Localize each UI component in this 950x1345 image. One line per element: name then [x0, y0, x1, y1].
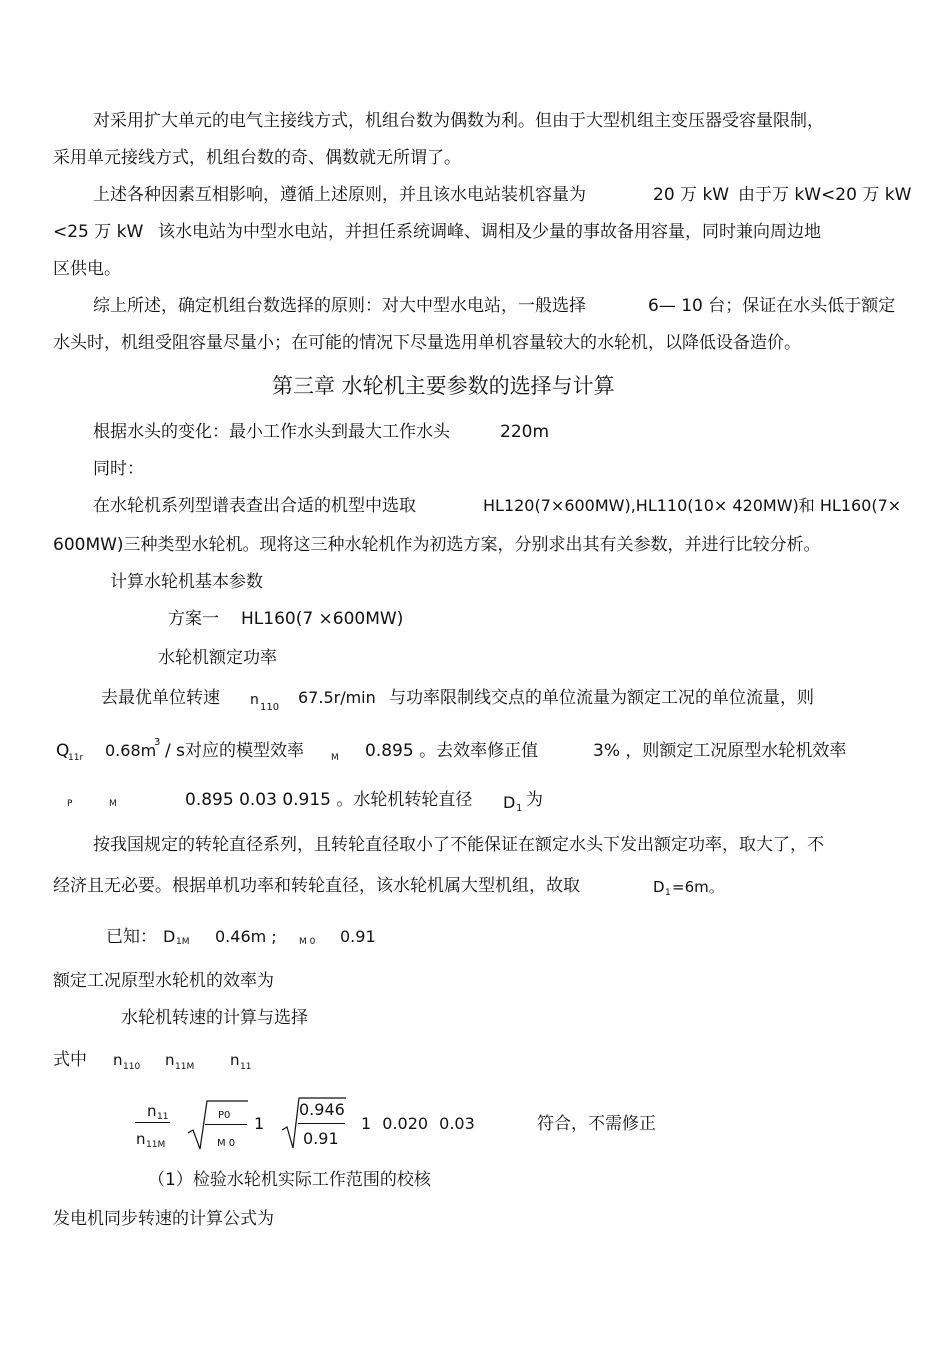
- eff-value: 0.895 。去效率修正值: [365, 741, 539, 761]
- para3-line2: 水头时，机组受阻容量尽量小；在可能的情况下尽量选用单机容量较大的水轮机，以降低设备造价。: [53, 333, 801, 353]
- opt-speed-n: n: [250, 692, 259, 708]
- opt-speed-value: 67.5r/min: [298, 688, 376, 707]
- q-value: 0.68m: [105, 741, 157, 760]
- gen-speed-line: 发电机同步转速的计算公式为: [53, 1209, 274, 1229]
- eff-line: 额定工况原型水轮机的效率为: [53, 971, 274, 991]
- n11m-symbol: n: [165, 1051, 175, 1069]
- known-d1m-sub: 1M: [176, 937, 190, 947]
- fraction-conclusion: 符合，不需修正: [537, 1114, 656, 1134]
- para2-line1-c: 由于万 kW<20 万 kW: [738, 185, 912, 205]
- n110-sub: 110: [123, 1062, 141, 1072]
- known-d1m-value: 0.46m ;: [215, 927, 277, 946]
- para2-line2-b: 该水电站为中型水电站，并担任系统调峰、调相及少量的事故备用容量，同时兼向周边地: [158, 222, 821, 242]
- select-line-a: 在水轮机系列型谱表查出合适的机型中选取: [93, 496, 416, 516]
- ratio-bar: [298, 1123, 345, 1124]
- eta-m-sub: M: [331, 753, 339, 763]
- para1-line1: 对采用扩大单元的电气主接线方式，机组台数为偶数为利。但由于大型机组主变压器受容量限制，: [93, 111, 824, 131]
- ratio-den: 0.91: [303, 1129, 339, 1148]
- calc-title: 计算水轮机基本参数: [110, 572, 263, 592]
- eta-m-sub-2: M: [109, 799, 117, 809]
- head-line-value: 220m: [500, 422, 550, 442]
- q-unit-text: / s对应的模型效率: [165, 741, 304, 761]
- fraction-num: n: [147, 1102, 157, 1120]
- eta-p-sub: P: [67, 799, 73, 809]
- eta-ratio-bar: [205, 1124, 247, 1125]
- opt-speed-text-b: 与功率限制线交点的单位流量为额定工况的单位流量，则: [389, 688, 814, 708]
- n11m-sub: 11M: [175, 1062, 195, 1072]
- fraction-tail-values: 1 0.020 0.03: [361, 1114, 475, 1133]
- d1-symbol-sub: 1: [516, 803, 523, 814]
- fraction-bar: [135, 1122, 170, 1123]
- para2-line2-a: <25 万 kW: [53, 222, 144, 242]
- check-title: （1）检验水轮机实际工作范围的校核: [148, 1170, 431, 1190]
- fraction-den-sub: 11M: [146, 1140, 166, 1150]
- eff-correction: 3% ，则额定工况原型水轮机效率: [593, 741, 847, 761]
- para2-line3: 区供电。: [53, 259, 121, 279]
- eta-values: 0.895 0.03 0.915 。水轮机转轮直径: [185, 790, 473, 810]
- eta-p0-sub: P0: [218, 1110, 231, 1121]
- q-value-sup: 3: [154, 737, 161, 748]
- para1-line2: 采用单元接线方式，机组台数的奇、偶数就无所谓了。: [53, 148, 461, 168]
- scheme-model: HL160(7 ×600MW): [241, 609, 404, 629]
- para4-d1-value: =6m。: [672, 878, 724, 896]
- chapter-title: 第三章 水轮机主要参数的选择与计算: [272, 374, 615, 398]
- opt-speed-n-sub: 110: [260, 702, 280, 713]
- scheme-label: 方案一: [168, 609, 219, 629]
- fraction-den: n: [136, 1130, 146, 1148]
- n11-sub: 11: [240, 1062, 252, 1072]
- para2-line1-b: 20 万 kW: [653, 185, 730, 205]
- tongshi-label: 同时：: [93, 459, 144, 479]
- minus-one: 1: [254, 1114, 265, 1133]
- ratio-num: 0.946: [299, 1100, 345, 1119]
- para4-line1: 按我国规定的转轮直径系列，且转轮直径取小了不能保证在额定水头下发出额定功率，取大了，不: [93, 835, 824, 855]
- q-symbol: Q: [56, 741, 70, 761]
- para4-d1-sub: 1: [665, 888, 671, 898]
- select-line-b: HL120(7×600MW),HL110(10× 420MW)和 HL160(7×: [483, 496, 902, 515]
- head-line-text: 根据水头的变化：最小工作水头到最大工作水头: [93, 422, 450, 442]
- para3-line1-b: 6— 10 台；保证在水头低于额定: [648, 296, 896, 316]
- d1-symbol: D: [503, 793, 516, 812]
- para4-d1: D: [653, 878, 665, 896]
- para2-line1-a: 上述各种因素互相影响，遵循上述原则，并且该水电站装机容量为: [93, 185, 586, 205]
- q-symbol-sub: 11r: [68, 753, 84, 763]
- select-line-c: 600MW)三种类型水轮机。现将这三种水轮机作为初选方案，分别求出其有关参数，并进行比较分析。: [53, 535, 821, 555]
- opt-speed-text: 去最优单位转速: [101, 688, 220, 708]
- para3-line1-a: 综上所述，确定机组台数选择的原则：对大中型水电站，一般选择: [93, 296, 586, 316]
- known-d1m: D: [163, 927, 176, 946]
- known-label: 已知：: [106, 927, 157, 947]
- rated-power-title: 水轮机额定功率: [158, 648, 277, 668]
- known-eta-m0-value: 0.91: [340, 927, 376, 946]
- para4-line2-a: 经济且无必要。根据单机功率和转轮直径，该水轮机属大型机组，故取: [53, 876, 580, 896]
- n11-symbol: n: [230, 1051, 240, 1069]
- n110-symbol: n: [113, 1051, 123, 1069]
- fraction-num-sub: 11: [157, 1112, 169, 1122]
- known-eta-m0-sub: M 0: [299, 937, 316, 947]
- eta-tail: 为: [526, 790, 543, 810]
- eta-m0-sub-2: M 0: [217, 1138, 236, 1149]
- speed-title: 水轮机转速的计算与选择: [121, 1008, 308, 1028]
- formula-intro-label: 式中: [53, 1050, 87, 1070]
